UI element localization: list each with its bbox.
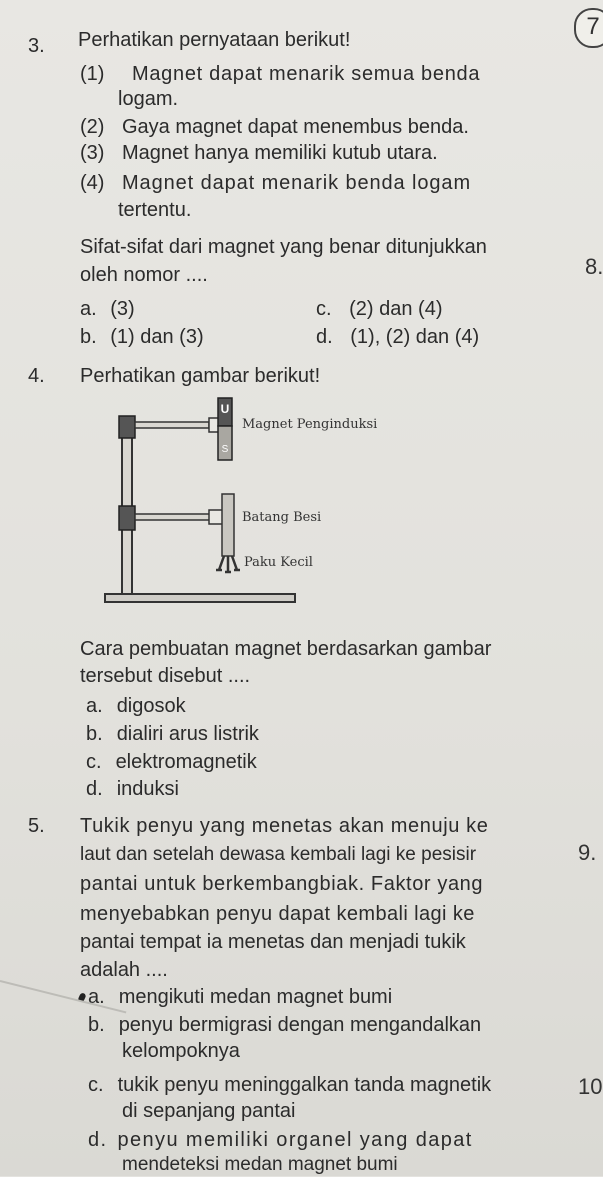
option-label: d.: [88, 1129, 108, 1151]
question-line: pantai untuk berkembangbiak. Faktor yang: [80, 873, 484, 895]
question-number: 5.: [28, 815, 45, 837]
statement-number: (1): [80, 63, 105, 85]
statement-text: Magnet dapat menarik benda logam: [122, 172, 472, 194]
margin-number: 9.: [578, 840, 597, 865]
stand-base: [105, 594, 295, 602]
option-label: d.: [86, 778, 103, 800]
option-c[interactable]: [86, 750, 257, 774]
statement-text: Gaya magnet dapat menembus benda.: [122, 116, 469, 138]
question-number: 3.: [28, 35, 45, 57]
option-label: a.: [88, 986, 105, 1008]
question-text: Sifat-sifat dari magnet yang benar ditunjukkan: [80, 236, 487, 258]
option-text: digosok: [116, 695, 186, 717]
question-line: laut dan setelah dewasa kembali lagi ke pesisir: [80, 844, 477, 865]
option-text: (1) dan (3): [110, 326, 204, 348]
question-line: pantai tempat ia menetas dan menjadi tukik: [80, 931, 466, 953]
option-text: elektromagnetik: [115, 751, 257, 773]
question-text: Cara pembuatan magnet berdasarkan gambar: [80, 638, 492, 660]
option-text: (1), (2) dan (4): [350, 326, 480, 348]
question-line: menyebabkan penyu dapat kembali lagi ke: [80, 903, 475, 925]
option-c[interactable]: [316, 297, 443, 321]
lower-clamp: [119, 506, 135, 530]
option-text: dialiri arus listrik: [116, 723, 259, 745]
option-text-cont: kelompoknya: [122, 1040, 240, 1062]
label-magnet-penginduksi: Magnet Penginduksi: [242, 417, 378, 432]
statement-text: Magnet dapat menarik semua benda: [132, 63, 481, 85]
option-label: a.: [80, 298, 97, 320]
statement-text: logam.: [118, 88, 179, 110]
option-a[interactable]: [80, 297, 135, 321]
option-d[interactable]: [88, 1128, 473, 1152]
margin-number: 10: [578, 1074, 603, 1099]
option-a[interactable]: [88, 985, 392, 1009]
upper-clamp: [119, 416, 135, 438]
option-text-cont: di sepanjang pantai: [122, 1100, 296, 1122]
margin-number: 8.: [585, 254, 603, 279]
page-number-badge: 7: [574, 8, 603, 48]
question-text: tersebut disebut ....: [80, 665, 251, 687]
option-b[interactable]: [80, 325, 204, 349]
option-d[interactable]: [86, 777, 179, 801]
option-label: b.: [86, 723, 103, 745]
option-text: mengikuti medan magnet bumi: [118, 986, 393, 1008]
option-text: (2) dan (4): [349, 298, 443, 320]
option-label: c.: [88, 1074, 104, 1096]
label-paku-kecil: Paku Kecil: [244, 555, 313, 570]
option-b[interactable]: [86, 722, 259, 746]
statement-text: Magnet hanya memiliki kutub utara.: [122, 142, 438, 164]
option-label: d.: [316, 326, 333, 348]
option-label: a.: [86, 695, 103, 717]
option-text-cont: mendeteksi medan magnet bumi: [122, 1154, 398, 1175]
question-line: Tukik penyu yang menetas akan menuju ke: [80, 815, 489, 837]
option-text: induksi: [116, 778, 179, 800]
question-number: 4.: [28, 365, 45, 387]
statement-number: (4): [80, 172, 105, 194]
small-nails: [216, 556, 240, 572]
induction-figure: [100, 388, 380, 610]
question-line: adalah ....: [80, 959, 168, 981]
statement-number: (2): [80, 116, 105, 138]
upper-arm: [135, 422, 209, 428]
option-label: b.: [80, 326, 97, 348]
question-text: oleh nomor ....: [80, 264, 208, 286]
statement-number: (3): [80, 142, 105, 164]
option-label: c.: [316, 298, 332, 320]
option-text: (3): [110, 298, 135, 320]
lower-arm: [135, 514, 211, 520]
iron-bar: [222, 494, 234, 556]
statement-text: tertentu.: [118, 199, 192, 221]
question-intro: Perhatikan pernyataan berikut!: [78, 29, 351, 51]
pole-u-label: U: [220, 402, 230, 416]
option-b[interactable]: [88, 1013, 481, 1037]
option-text: penyu bermigrasi dengan mengandalkan: [118, 1014, 482, 1036]
option-text: penyu memiliki organel yang dapat: [117, 1129, 473, 1151]
option-a[interactable]: [86, 694, 186, 718]
option-label: c.: [86, 751, 102, 773]
option-c[interactable]: [88, 1073, 491, 1097]
label-batang-besi: Batang Besi: [242, 510, 322, 525]
pole-s-label: S: [221, 444, 229, 455]
option-d[interactable]: [316, 325, 479, 349]
option-label: b.: [88, 1014, 105, 1036]
question-intro: Perhatikan gambar berikut!: [80, 365, 321, 387]
option-text: tukik penyu meninggalkan tanda magnetik: [117, 1074, 492, 1096]
